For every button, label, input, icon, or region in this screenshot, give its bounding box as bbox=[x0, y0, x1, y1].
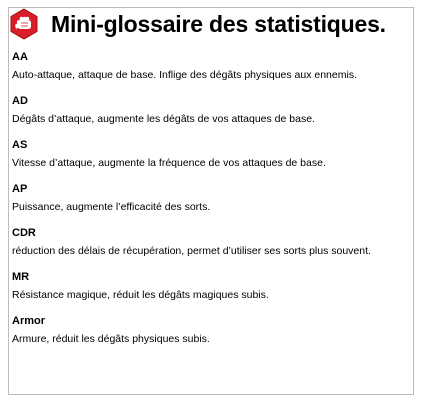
glossary-entry-armor bbox=[12, 312, 396, 348]
page-title: Mini-glossaire des statistiques. bbox=[51, 10, 386, 37]
glossary-term: AD bbox=[12, 95, 28, 107]
glossary-entry-ad bbox=[12, 92, 396, 128]
glossary-term: AA bbox=[12, 51, 28, 63]
glossary-definition: Vitesse d’attaque, augmente la fréquence de vos attaques de base. bbox=[12, 157, 326, 169]
glossary-definition: réduction des délais de récupération, permet d’utiliser ses sorts plus souvent. bbox=[12, 245, 371, 257]
glossary-term: AP bbox=[12, 183, 28, 195]
glossary-definition: Résistance magique, réduit les dégâts magiques subis. bbox=[12, 289, 269, 301]
glossary-definition: Armure, réduit les dégâts physiques subis. bbox=[12, 333, 210, 345]
glossary-list bbox=[12, 48, 396, 356]
glossary-definition: Puissance, augmente l’efficacité des sorts. bbox=[12, 201, 211, 213]
glossary-definition: Dégâts d’attaque, augmente les dégâts de vos attaques de base. bbox=[12, 113, 315, 125]
glossary-entry-aa bbox=[12, 48, 396, 84]
glossary-header bbox=[9, 8, 386, 40]
glossary-term: AS bbox=[12, 139, 28, 151]
glossary-term: Armor bbox=[12, 315, 46, 327]
glossary-term: CDR bbox=[12, 227, 36, 239]
glossary-entry-ap bbox=[12, 180, 396, 216]
red-hexagon-fist-icon bbox=[9, 8, 39, 40]
glossary-entry-mr bbox=[12, 268, 396, 304]
glossary-term: MR bbox=[12, 271, 30, 283]
glossary-definition: Auto-attaque, attaque de base. Inflige des dégâts physiques aux ennemis. bbox=[12, 69, 357, 81]
glossary-entry-cdr bbox=[12, 224, 396, 260]
glossary-entry-as bbox=[12, 136, 396, 172]
